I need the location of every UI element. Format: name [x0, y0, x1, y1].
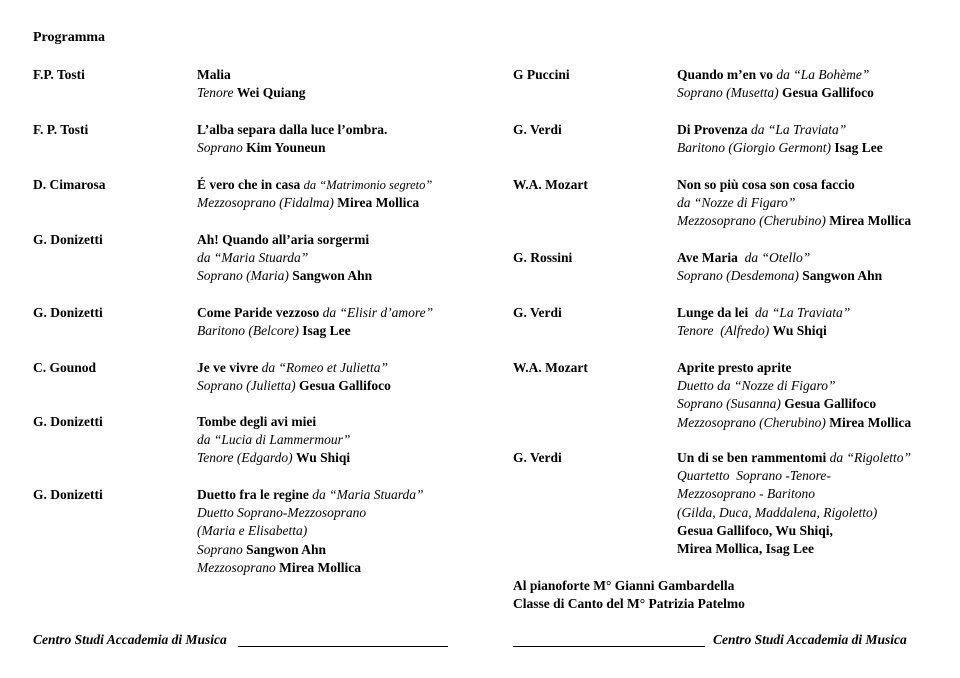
piece-title: Come Paride vezzoso [197, 305, 323, 320]
performer-name: Sangwon Ahn [246, 541, 327, 557]
piece-note: Duetto da “Nozze di Figaro” [677, 378, 836, 394]
footer-left-rule [238, 646, 448, 647]
piece-line [677, 359, 911, 377]
performer-name: Gesua Gallifoco [782, 85, 874, 101]
piece-details [197, 304, 433, 340]
opera-source: da “La Bohème” [776, 67, 870, 82]
footer-right-text: Centro Studi Accademia di Musica [713, 632, 907, 647]
piece-line [197, 267, 372, 285]
composer-name: F.P. Tosti [33, 67, 85, 82]
performer-name: Mirea Mollica [279, 559, 361, 575]
voice-role: Soprano (Maria) [197, 268, 293, 284]
performer-name: Mirea Mollica [829, 414, 912, 430]
voice-role: Mezzosoprano (Cherubino) [677, 414, 830, 430]
closing-credits [513, 577, 745, 613]
composer-name: G. Donizetti [33, 232, 103, 247]
piece-line [677, 249, 882, 267]
opera-source: da “Elisir d’amore” [322, 305, 434, 320]
piece-line [677, 414, 911, 432]
opera-source: da “Lucia di Lammermour” [197, 432, 351, 448]
voice-role: Soprano [197, 541, 247, 557]
piece-line [197, 486, 424, 504]
voice-role: Mezzosoprano [197, 559, 280, 575]
piece-line [677, 322, 850, 340]
piece-title: Quando m’en vo [677, 67, 777, 82]
composer-name: G Puccini [513, 67, 570, 82]
opera-source: da “La Traviata” [755, 305, 851, 320]
piece-line [677, 467, 911, 485]
performer-name: Mirea Mollica [337, 195, 420, 211]
composer-name: W.A. Mozart [513, 177, 588, 192]
performer-name: Mirea Mollica, Isag Lee [677, 541, 814, 557]
piece-line [197, 559, 424, 577]
piece-details [677, 66, 874, 102]
opera-source: da “Rigoletto” [829, 450, 912, 465]
performer-name: Wei Quiang [236, 85, 306, 101]
piece-details [197, 231, 372, 286]
composer-name: D. Cimarosa [33, 177, 106, 192]
opera-source: da “Nozze di Figaro” [677, 195, 796, 211]
piece-line [677, 522, 911, 540]
performer-name: Mirea Mollica [829, 213, 912, 229]
piece-line [197, 504, 424, 522]
piece-note: Duetto Soprano-Mezzosoprano [197, 505, 367, 521]
opera-source: da “La Traviata” [751, 122, 847, 137]
piece-title: Lunge da lei [677, 305, 756, 320]
piece-details [197, 66, 306, 102]
voice-role: Soprano [197, 140, 247, 156]
voice-role: Baritono (Belcore) [197, 323, 303, 339]
piece-line [197, 139, 387, 157]
piece-line [197, 194, 432, 212]
piece-line [677, 304, 850, 322]
piece-line [677, 540, 911, 558]
performer-name: Isag Lee [302, 323, 351, 339]
voice-role: Mezzosoprano (Fidalma) [197, 195, 338, 211]
piece-note: Mezzosoprano - Baritono [677, 486, 815, 502]
performer-name: Kim Youneun [246, 140, 326, 156]
piece-line [197, 304, 433, 322]
piece-line [677, 377, 911, 395]
opera-source: da “Otello” [744, 250, 811, 265]
voice-role: Tenore (Edgardo) [197, 450, 296, 466]
piece-title: Duetto fra le regine [197, 487, 313, 502]
voice-role: Tenore [197, 85, 237, 101]
performer-name: Sangwon Ahn [292, 268, 373, 284]
piece-details [677, 304, 850, 340]
composer-name: G. Verdi [513, 305, 562, 320]
piece-line [677, 176, 911, 194]
performer-name: Wu Shiqi [772, 323, 827, 339]
piece-title: Aprite presto aprite [677, 360, 792, 375]
piece-line [197, 66, 306, 84]
voice-role: Soprano (Julietta) [197, 378, 299, 394]
composer-name: G. Donizetti [33, 305, 103, 320]
piece-line [197, 121, 387, 139]
piece-details [677, 176, 911, 231]
piece-line [197, 249, 372, 267]
opera-source: da “Maria Stuarda” [312, 487, 424, 502]
piece-details [677, 249, 882, 285]
piece-line [197, 431, 350, 449]
composer-name: G. Verdi [513, 450, 562, 465]
piece-line [197, 449, 350, 467]
voice-role: Mezzosoprano (Cherubino) [677, 213, 830, 229]
piece-line [197, 377, 391, 395]
piece-title: Tombe degli avi miei [197, 414, 317, 429]
voice-role: Baritono (Giorgio Germont) [677, 140, 835, 156]
piece-line [677, 267, 882, 285]
program-heading: Programma [33, 30, 106, 45]
footer-left-text: Centro Studi Accademia di Musica [33, 632, 227, 647]
piece-line [197, 522, 424, 540]
piece-line [677, 139, 883, 157]
composer-name: W.A. Mozart [513, 360, 588, 375]
pianist-credit: Al pianoforte M° Gianni Gambardella [513, 578, 735, 593]
piece-line [197, 541, 424, 559]
piece-line [677, 395, 911, 413]
piece-note: (Maria e Elisabetta) [197, 523, 308, 539]
footer-right-rule [513, 646, 705, 647]
piece-details [677, 359, 911, 432]
performer-name: Gesua Gallifoco [784, 396, 877, 412]
piece-details [197, 413, 350, 468]
piece-details [677, 121, 883, 157]
piece-title: L’alba separa dalla luce l’ombra. [197, 122, 388, 137]
piece-title: Di Provenza [677, 122, 751, 137]
piece-note: (Gilda, Duca, Maddalena, Rigoletto) [677, 504, 878, 520]
piece-details [197, 121, 387, 157]
composer-name: C. Gounod [33, 360, 97, 375]
class-credit: Classe di Canto del M° Patrizia Patelmo [513, 596, 745, 612]
opera-source: da “Romeo et Julietta” [261, 360, 388, 375]
piece-line [677, 84, 874, 102]
piece-line [677, 212, 911, 230]
composer-name: F. P. Tosti [33, 122, 89, 137]
composer-name: G. Verdi [513, 122, 562, 137]
voice-role: Soprano (Desdemona) [677, 268, 803, 284]
composer-name: G. Donizetti [33, 414, 103, 429]
piece-title: Ah! Quando all’aria sorgermi [197, 232, 370, 247]
opera-source: da “Maria Stuarda” [197, 250, 309, 266]
performer-name: Sangwon Ahn [802, 268, 883, 284]
piece-line [197, 322, 433, 340]
piece-line [197, 231, 372, 249]
piece-details [197, 359, 391, 395]
composer-name: G. Rossini [513, 250, 573, 265]
piece-title: Ave Maria [677, 250, 745, 265]
voice-role: Soprano (Susanna) [677, 396, 785, 412]
performer-name: Gesua Gallifoco [298, 378, 391, 394]
piece-line [677, 121, 883, 139]
performer-name: Isag Lee [834, 140, 883, 156]
piece-title: Non so più cosa son cosa faccio [677, 177, 855, 192]
opera-source: da “Matrimonio segreto” [303, 178, 433, 192]
performer-name: Wu Shiqi [296, 450, 351, 466]
piece-line [677, 194, 911, 212]
piece-line [677, 504, 911, 522]
performer-name: Gesua Gallifoco, Wu Shiqi, [677, 522, 833, 538]
piece-title: Malia [197, 67, 231, 82]
piece-note: Quartetto Soprano -Tenore- [677, 468, 831, 484]
piece-line [197, 413, 350, 431]
piece-line [197, 84, 306, 102]
piece-title: É vero che in casa [197, 177, 304, 192]
piece-title: Je ve vivre [197, 360, 262, 375]
piece-line [677, 485, 911, 503]
voice-role: Tenore (Alfredo) [677, 323, 773, 339]
piece-line [677, 66, 874, 84]
piece-line [197, 359, 391, 377]
piece-details [197, 176, 432, 212]
piece-title: Un di se ben rammentomi [677, 450, 830, 465]
piece-details [677, 449, 911, 558]
piece-line [677, 449, 911, 467]
voice-role: Soprano (Musetta) [677, 85, 782, 101]
piece-line [197, 176, 432, 194]
composer-name: G. Donizetti [33, 487, 103, 502]
piece-details [197, 486, 424, 577]
